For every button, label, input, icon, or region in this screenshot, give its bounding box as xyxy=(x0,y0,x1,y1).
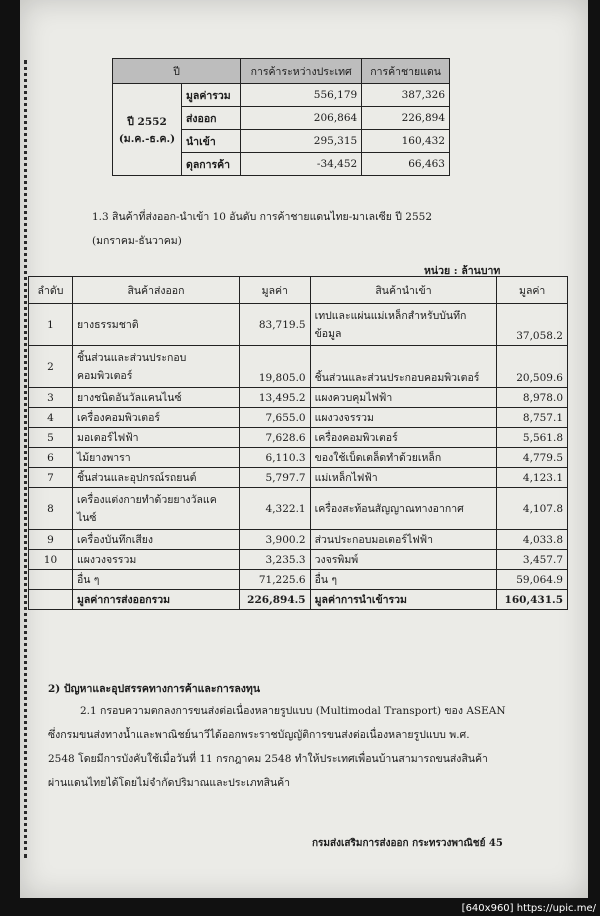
row-intl: 206,864 xyxy=(241,107,362,130)
import-cell: ของใช้เบ็ดเตล็ดทำด้วยเหล็ก xyxy=(310,448,497,468)
rank-cell: 2 xyxy=(29,346,73,388)
header-import-value: มูลค่า xyxy=(497,277,568,304)
table-row xyxy=(29,468,568,488)
paragraph-line: 2.1 กรอบความตกลงการขนส่งต่อเนื่องหลายรูปแบบ (Multimodal Transport) ของ ASEAN xyxy=(80,705,506,717)
export-cell: เครื่องบันทึกเสียง xyxy=(72,530,239,550)
export-value-cell: 6,110.3 xyxy=(239,448,310,468)
export-cell: เครื่องคอมพิวเตอร์ xyxy=(72,408,239,428)
import-value-cell: 4,123.1 xyxy=(497,468,568,488)
rank-table xyxy=(28,276,568,610)
export-value-cell: 4,322.1 xyxy=(239,488,310,530)
export-value-cell: 7,655.0 xyxy=(239,408,310,428)
rank-cell: 9 xyxy=(29,530,73,550)
import-cell: ส่วนประกอบมอเตอร์ไฟฟ้า xyxy=(310,530,497,550)
table-row xyxy=(29,550,568,570)
rank-cell: 3 xyxy=(29,388,73,408)
export-value-cell: 3,235.3 xyxy=(239,550,310,570)
header-export-value: มูลค่า xyxy=(239,277,310,304)
row-label: นำเข้า xyxy=(182,130,241,153)
import-cell: วงจรพิมพ์ xyxy=(310,550,497,570)
paragraph-line: ผ่านแดนไทยได้โดยไม่จำกัดปริมาณและประเภทสินค้า xyxy=(48,777,291,789)
row-border: 160,432 xyxy=(362,130,450,153)
export-cell: มอเตอร์ไฟฟ้า xyxy=(72,428,239,448)
other-row xyxy=(29,570,568,590)
row-intl: -34,452 xyxy=(241,153,362,176)
page-footer: กรมส่งเสริมการส่งออก กระทรวงพาณิชย์ 45 xyxy=(312,838,503,849)
import-value-cell: 3,457.7 xyxy=(497,550,568,570)
total-import-label: มูลค่าการนำเข้ารวม xyxy=(310,590,497,610)
header-export: สินค้าส่งออก xyxy=(72,277,239,304)
export-cell: ชิ้นส่วนและส่วนประกอบคอมพิวเตอร์ xyxy=(72,346,239,388)
table-row xyxy=(29,428,568,448)
other-export-label: อื่น ๆ xyxy=(72,570,239,590)
header-year: ปี xyxy=(113,59,241,84)
rank-cell: 10 xyxy=(29,550,73,570)
total-export-label: มูลค่าการส่งออกรวม xyxy=(72,590,239,610)
export-cell: ชิ้นส่วนและอุปกรณ์รถยนต์ xyxy=(72,468,239,488)
export-value-cell: 5,797.7 xyxy=(239,468,310,488)
export-cell: แผงวงจรรวม xyxy=(72,550,239,570)
other-export-value: 71,225.6 xyxy=(239,570,310,590)
row-intl: 295,315 xyxy=(241,130,362,153)
document-page xyxy=(20,0,588,898)
row-intl: 556,179 xyxy=(241,84,362,107)
import-cell: เทปและแผ่นแม่เหล็กสำหรับบันทึกข้อมูล xyxy=(310,304,497,346)
summary-table xyxy=(112,58,450,176)
import-value-cell: 4,107.8 xyxy=(497,488,568,530)
rank-cell-empty xyxy=(29,570,73,590)
header-border: การค้าชายแดน xyxy=(362,59,450,84)
table-row xyxy=(29,408,568,428)
export-cell: ไม้ยางพารา xyxy=(72,448,239,468)
section-title-1: 1.3 สินค้าที่ส่งออก-นำเข้า 10 อันดับ การค้าชายแดนไทย-มาเลเซีย ปี 2552 xyxy=(92,211,433,223)
export-value-cell: 19,805.0 xyxy=(239,346,310,388)
import-value-cell: 37,058.2 xyxy=(497,304,568,346)
import-cell: เครื่องคอมพิวเตอร์ xyxy=(310,428,497,448)
row-label: มูลค่ารวม xyxy=(182,84,241,107)
unit-label: หน่วย : ล้านบาท xyxy=(424,265,501,277)
rank-cell-empty xyxy=(29,590,73,610)
row-label: ดุลการค้า xyxy=(182,153,241,176)
import-value-cell: 8,978.0 xyxy=(497,388,568,408)
import-value-cell: 4,033.8 xyxy=(497,530,568,550)
row-border: 66,463 xyxy=(362,153,450,176)
year-label: ปี 2552 xyxy=(127,115,167,128)
rank-cell: 5 xyxy=(29,428,73,448)
export-value-cell: 13,495.2 xyxy=(239,388,310,408)
header-import: สินค้านำเข้า xyxy=(310,277,497,304)
paragraph-line: ซึ่งกรมขนส่งทางน้ำและพาณิชย์นาวีได้ออกพระราชบัญญัติการขนส่งต่อเนื่องหลายรูปแบบ พ.ศ. xyxy=(48,729,470,741)
table-row xyxy=(29,530,568,550)
export-cell: เครื่องแต่งกายทำด้วยยางวัลแคไนซ์ xyxy=(72,488,239,530)
table-row xyxy=(29,304,568,346)
header-intl: การค้าระหว่างประเทศ xyxy=(241,59,362,84)
export-value-cell: 7,628.6 xyxy=(239,428,310,448)
summary-header-row xyxy=(113,59,450,84)
other-import-label: อื่น ๆ xyxy=(310,570,497,590)
rank-cell: 8 xyxy=(29,488,73,530)
section-title-2: (มกราคม-ธันวาคม) xyxy=(92,235,182,247)
header-rank: ลำดับ xyxy=(29,277,73,304)
import-cell: เครื่องสะท้อนสัญญาณทางอากาศ xyxy=(310,488,497,530)
rank-cell: 1 xyxy=(29,304,73,346)
import-cell: แผงวงจรรวม xyxy=(310,408,497,428)
section2-title: 2) ปัญหาและอุปสรรคทางการค้าและการลงทุน xyxy=(48,683,261,695)
import-value-cell: 4,779.5 xyxy=(497,448,568,468)
total-row xyxy=(29,590,568,610)
year-sub: (ม.ค.-ธ.ค.) xyxy=(118,132,176,145)
table-row xyxy=(29,388,568,408)
import-cell: แม่เหล็กไฟฟ้า xyxy=(310,468,497,488)
export-cell: ยางชนิดอันวัลแคนไนซ์ xyxy=(72,388,239,408)
row-label: ส่งออก xyxy=(182,107,241,130)
table-row xyxy=(29,346,568,388)
paragraph-line: 2548 โดยมีการบังคับใช้เมื่อวันที่ 11 กรกฎาคม 2548 ทำให้ประเทศเพื่อนบ้านสามารถขนส่งสินค้า xyxy=(48,753,488,765)
import-value-cell: 8,757.1 xyxy=(497,408,568,428)
import-cell: ชิ้นส่วนและส่วนประกอบคอมพิวเตอร์ xyxy=(310,346,497,388)
export-value-cell: 83,719.5 xyxy=(239,304,310,346)
watermark-text: [640x960] https://upic.me/ xyxy=(461,903,596,914)
table-row xyxy=(29,448,568,468)
total-import-value: 160,431.5 xyxy=(497,590,568,610)
summary-row xyxy=(113,84,450,107)
total-export-value: 226,894.5 xyxy=(239,590,310,610)
rank-header-row xyxy=(29,277,568,304)
year-cell xyxy=(113,84,182,176)
export-value-cell: 3,900.2 xyxy=(239,530,310,550)
rank-cell: 4 xyxy=(29,408,73,428)
export-cell: ยางธรรมชาติ xyxy=(72,304,239,346)
row-border: 226,894 xyxy=(362,107,450,130)
row-border: 387,326 xyxy=(362,84,450,107)
import-value-cell: 5,561.8 xyxy=(497,428,568,448)
other-import-value: 59,064.9 xyxy=(497,570,568,590)
rank-cell: 6 xyxy=(29,448,73,468)
import-cell: แผงควบคุมไฟฟ้า xyxy=(310,388,497,408)
import-value-cell: 20,509.6 xyxy=(497,346,568,388)
rank-cell: 7 xyxy=(29,468,73,488)
table-row xyxy=(29,488,568,530)
